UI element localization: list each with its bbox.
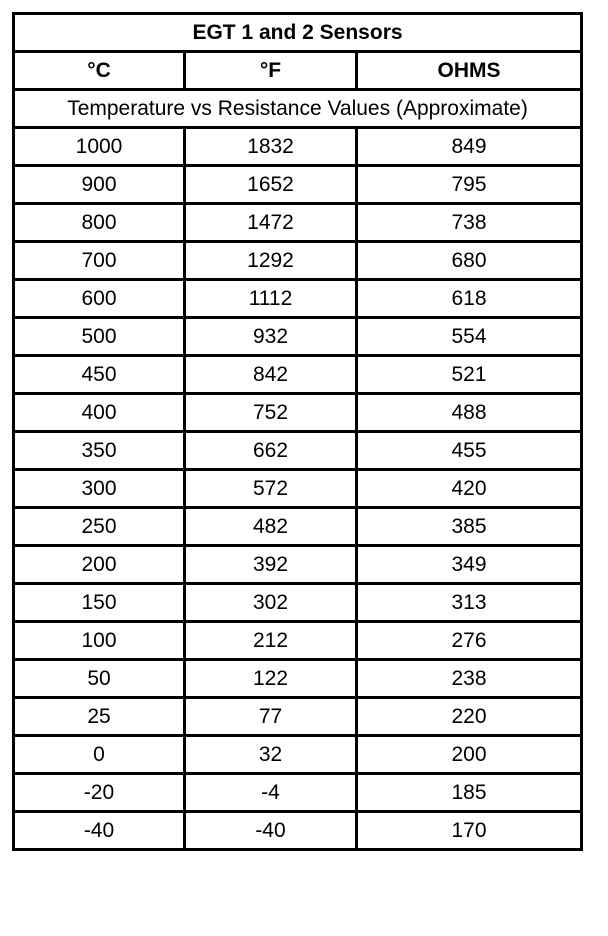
- column-header-row: [14, 52, 582, 90]
- table-row: [14, 546, 582, 584]
- table-body: [14, 128, 582, 850]
- cell-fahrenheit: 77: [185, 698, 357, 736]
- cell-fahrenheit: 1472: [185, 204, 357, 242]
- cell-fahrenheit: 572: [185, 470, 357, 508]
- egt-sensor-table: [12, 12, 583, 851]
- cell-celsius: 900: [14, 166, 185, 204]
- table-row: [14, 356, 582, 394]
- table-row: [14, 318, 582, 356]
- cell-fahrenheit: 1652: [185, 166, 357, 204]
- table-row: [14, 660, 582, 698]
- cell-celsius: -40: [14, 812, 185, 850]
- cell-ohms: 554: [357, 318, 582, 356]
- column-header-fahrenheit: °F: [185, 52, 357, 90]
- table-row: [14, 128, 582, 166]
- cell-ohms: 276: [357, 622, 582, 660]
- table-title: EGT 1 and 2 Sensors: [14, 14, 582, 52]
- column-header-celsius: °C: [14, 52, 185, 90]
- cell-celsius: 25: [14, 698, 185, 736]
- cell-ohms: 849: [357, 128, 582, 166]
- cell-fahrenheit: 932: [185, 318, 357, 356]
- cell-fahrenheit: 122: [185, 660, 357, 698]
- table-row: [14, 166, 582, 204]
- table-row: [14, 470, 582, 508]
- cell-fahrenheit: 752: [185, 394, 357, 432]
- cell-fahrenheit: 1832: [185, 128, 357, 166]
- table-row: [14, 242, 582, 280]
- cell-ohms: 488: [357, 394, 582, 432]
- subtitle-row: [14, 90, 582, 128]
- column-header-ohms: OHMS: [357, 52, 582, 90]
- cell-fahrenheit: 302: [185, 584, 357, 622]
- cell-celsius: 400: [14, 394, 185, 432]
- cell-celsius: 0: [14, 736, 185, 774]
- cell-celsius: 300: [14, 470, 185, 508]
- cell-fahrenheit: 482: [185, 508, 357, 546]
- cell-ohms: 420: [357, 470, 582, 508]
- cell-ohms: 313: [357, 584, 582, 622]
- cell-celsius: 800: [14, 204, 185, 242]
- title-row: [14, 14, 582, 52]
- cell-fahrenheit: -40: [185, 812, 357, 850]
- table-row: [14, 774, 582, 812]
- table-row: [14, 432, 582, 470]
- cell-celsius: -20: [14, 774, 185, 812]
- cell-celsius: 200: [14, 546, 185, 584]
- table-row: [14, 204, 582, 242]
- cell-celsius: 450: [14, 356, 185, 394]
- cell-fahrenheit: 1112: [185, 280, 357, 318]
- cell-fahrenheit: 32: [185, 736, 357, 774]
- cell-fahrenheit: -4: [185, 774, 357, 812]
- cell-fahrenheit: 212: [185, 622, 357, 660]
- cell-ohms: 618: [357, 280, 582, 318]
- table-row: [14, 280, 582, 318]
- table-row: [14, 584, 582, 622]
- table-row: [14, 622, 582, 660]
- cell-celsius: 100: [14, 622, 185, 660]
- cell-fahrenheit: 842: [185, 356, 357, 394]
- cell-fahrenheit: 392: [185, 546, 357, 584]
- cell-fahrenheit: 662: [185, 432, 357, 470]
- cell-ohms: 170: [357, 812, 582, 850]
- cell-celsius: 600: [14, 280, 185, 318]
- cell-ohms: 185: [357, 774, 582, 812]
- cell-ohms: 385: [357, 508, 582, 546]
- cell-celsius: 150: [14, 584, 185, 622]
- table-row: [14, 698, 582, 736]
- cell-ohms: 455: [357, 432, 582, 470]
- table-row: [14, 394, 582, 432]
- cell-ohms: 220: [357, 698, 582, 736]
- cell-celsius: 700: [14, 242, 185, 280]
- cell-fahrenheit: 1292: [185, 242, 357, 280]
- cell-ohms: 680: [357, 242, 582, 280]
- table-subtitle: Temperature vs Resistance Values (Approximate): [14, 90, 582, 128]
- cell-celsius: 1000: [14, 128, 185, 166]
- cell-ohms: 200: [357, 736, 582, 774]
- cell-ohms: 521: [357, 356, 582, 394]
- cell-ohms: 795: [357, 166, 582, 204]
- cell-celsius: 50: [14, 660, 185, 698]
- cell-celsius: 250: [14, 508, 185, 546]
- table-row: [14, 812, 582, 850]
- cell-celsius: 500: [14, 318, 185, 356]
- cell-ohms: 738: [357, 204, 582, 242]
- table-row: [14, 508, 582, 546]
- cell-celsius: 350: [14, 432, 185, 470]
- table-header: [14, 14, 582, 128]
- cell-ohms: 238: [357, 660, 582, 698]
- table-row: [14, 736, 582, 774]
- cell-ohms: 349: [357, 546, 582, 584]
